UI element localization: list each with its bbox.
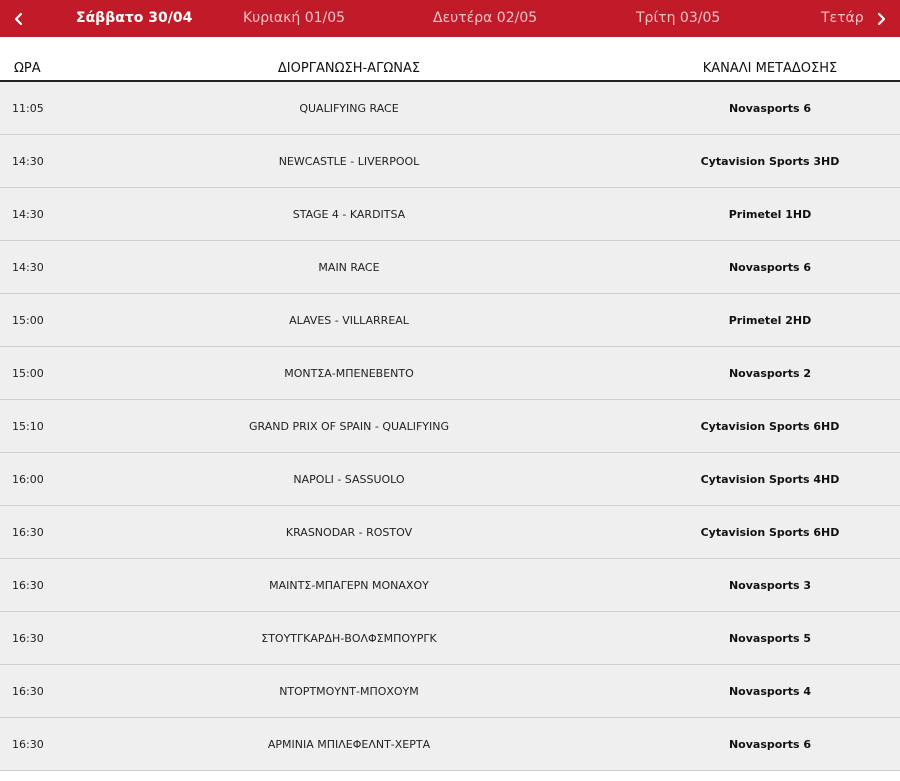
- row-event: QUALIFYING RACE: [299, 102, 399, 115]
- row-event: GRAND PRIX OF SPAIN - QUALIFYING: [249, 420, 449, 433]
- row-event: STAGE 4 - KARDITSA: [292, 208, 406, 221]
- row-channel: Novasports 4: [728, 685, 812, 698]
- row-time: 16:30: [12, 685, 44, 698]
- schedule-table-body: [0, 82, 900, 771]
- table-row: [0, 188, 900, 241]
- row-channel: Novasports 2: [728, 367, 812, 380]
- row-time: 14:30: [12, 155, 44, 168]
- row-channel: Cytavision Sports 6HD: [700, 526, 840, 539]
- row-time: 16:00: [12, 473, 44, 486]
- table-row: [0, 241, 900, 294]
- row-channel: Primetel 1HD: [728, 208, 812, 221]
- row-channel: Novasports 3: [728, 579, 812, 592]
- date-tab-2[interactable]: Δευτέρα 02/05: [433, 10, 538, 26]
- header-event: ΔΙΟΡΓΑΝΩΣΗ-ΑΓΩΝΑΣ: [277, 61, 421, 76]
- row-event: NEWCASTLE - LIVERPOOL: [278, 155, 420, 168]
- date-tab-1[interactable]: Κυριακή 01/05: [243, 10, 346, 26]
- table-row: [0, 665, 900, 718]
- table-row: [0, 612, 900, 665]
- row-channel: Novasports 6: [728, 102, 812, 115]
- row-time: 11:05: [12, 102, 44, 115]
- table-row: [0, 559, 900, 612]
- row-time: 14:30: [12, 208, 44, 221]
- row-event: ΝΤΟΡΤΜΟΥΝΤ-ΜΠΟΧΟΥΜ: [279, 685, 419, 698]
- row-channel: Novasports 5: [728, 632, 812, 645]
- row-time: 16:30: [12, 738, 44, 751]
- chevron-right-icon: [874, 12, 888, 26]
- table-row: [0, 506, 900, 559]
- row-channel: Cytavision Sports 3HD: [700, 155, 840, 168]
- row-time: 16:30: [12, 526, 44, 539]
- date-tab-0[interactable]: Σάββατο 30/04: [76, 10, 193, 26]
- row-channel: Cytavision Sports 4HD: [700, 473, 840, 486]
- date-tabs: [34, 0, 866, 37]
- table-row: [0, 400, 900, 453]
- table-row: [0, 347, 900, 400]
- header-channel: ΚΑΝΑΛΙ ΜΕΤΑΔΟΣΗΣ: [702, 61, 838, 76]
- table-row: [0, 294, 900, 347]
- date-navigation-bar: [0, 0, 900, 37]
- row-channel: Novasports 6: [728, 261, 812, 274]
- row-time: 16:30: [12, 632, 44, 645]
- row-time: 16:30: [12, 579, 44, 592]
- table-row: [0, 453, 900, 506]
- row-event: ΣΤΟΥΤΓΚΑΡΔΗ-ΒΟΛΦΣΜΠΟΥΡΓΚ: [261, 632, 437, 645]
- row-event: ΜΟΝΤΣΑ-ΜΠΕΝΕΒΕΝΤΟ: [284, 367, 414, 380]
- row-time: 15:00: [12, 314, 44, 327]
- date-tab-4[interactable]: Τετάρ: [821, 10, 864, 26]
- row-channel: Primetel 2HD: [728, 314, 812, 327]
- header-time: ΩΡΑ: [14, 61, 41, 76]
- prev-date-button[interactable]: [4, 0, 34, 37]
- row-event: ALAVES - VILLARREAL: [289, 314, 409, 327]
- schedule-table-header: [0, 38, 900, 82]
- row-time: 15:10: [12, 420, 44, 433]
- row-event: MAIN RACE: [318, 261, 380, 274]
- row-channel: Cytavision Sports 6HD: [700, 420, 840, 433]
- row-event: KRASNODAR - ROSTOV: [285, 526, 413, 539]
- table-row: [0, 82, 900, 135]
- row-event: NAPOLI - SASSUOLO: [293, 473, 405, 486]
- table-row: [0, 135, 900, 188]
- date-tab-3[interactable]: Τρίτη 03/05: [636, 10, 721, 26]
- table-row: [0, 718, 900, 771]
- row-time: 15:00: [12, 367, 44, 380]
- chevron-left-icon: [12, 12, 26, 26]
- next-date-button[interactable]: [866, 0, 896, 37]
- row-time: 14:30: [12, 261, 44, 274]
- row-channel: Novasports 6: [728, 738, 812, 751]
- row-event: ΑΡΜΙΝΙΑ ΜΠΙΛΕΦΕΛΝΤ-ΧΕΡΤΑ: [267, 738, 431, 751]
- row-event: ΜΑΙΝΤΣ-ΜΠΑΓΕΡΝ ΜΟΝΑΧΟΥ: [269, 579, 429, 592]
